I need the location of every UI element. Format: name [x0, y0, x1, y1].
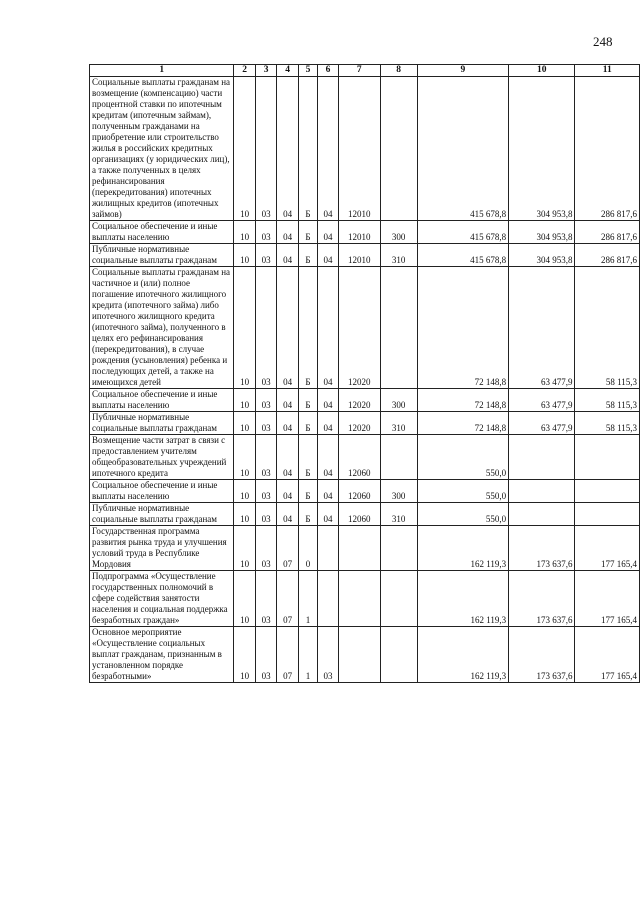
cell-c6: 04: [318, 480, 339, 503]
cell-c11: 286 817,6: [575, 221, 640, 244]
col-header: 2: [234, 65, 255, 77]
cell-c4: 04: [277, 503, 298, 526]
cell-c8: 310: [380, 503, 417, 526]
cell-c9: 415 678,8: [417, 77, 509, 221]
cell-c8: [380, 435, 417, 480]
cell-c5: Б: [298, 412, 317, 435]
cell-c4: 07: [277, 627, 298, 683]
cell-c9: 415 678,8: [417, 244, 509, 267]
cell-c5: 1: [298, 571, 317, 627]
cell-c2: 10: [234, 221, 255, 244]
cell-c3: 03: [255, 526, 276, 571]
cell-c10: [509, 503, 575, 526]
cell-c10: [509, 480, 575, 503]
cell-c9: 162 119,3: [417, 627, 509, 683]
table-row: [90, 503, 640, 526]
cell-c4: 04: [277, 221, 298, 244]
cell-c6: 04: [318, 267, 339, 389]
cell-c7: 12060: [338, 503, 380, 526]
cell-c6: 04: [318, 435, 339, 480]
cell-c11: [575, 503, 640, 526]
cell-c7: 12020: [338, 389, 380, 412]
cell-c11: [575, 435, 640, 480]
cell-c11: 58 115,3: [575, 412, 640, 435]
cell-c8: [380, 526, 417, 571]
cell-c6: 03: [318, 627, 339, 683]
budget-table: [89, 64, 640, 683]
row-name: Основное мероприятие «Осуществление социальных выплат гражданам, признанным в установленном порядке безработными»: [90, 627, 234, 683]
cell-c10: 173 637,6: [509, 627, 575, 683]
cell-c7: 12020: [338, 267, 380, 389]
cell-c7: [338, 627, 380, 683]
cell-c10: 304 953,8: [509, 244, 575, 267]
row-name: Публичные нормативные социальные выплаты гражданам: [90, 412, 234, 435]
col-header: 4: [277, 65, 298, 77]
cell-c9: 550,0: [417, 435, 509, 480]
cell-c6: 04: [318, 244, 339, 267]
cell-c3: 03: [255, 77, 276, 221]
cell-c2: 10: [234, 571, 255, 627]
cell-c4: 07: [277, 571, 298, 627]
cell-c9: 72 148,8: [417, 412, 509, 435]
table-row: [90, 627, 640, 683]
col-header: 6: [318, 65, 339, 77]
row-name: Государственная программа развития рынка труда и улучшения условий труда в Республике Мордовия: [90, 526, 234, 571]
cell-c8: 300: [380, 389, 417, 412]
col-header: 1: [90, 65, 234, 77]
cell-c2: 10: [234, 77, 255, 221]
row-name: Социальное обеспечение и иные выплаты населению: [90, 221, 234, 244]
cell-c2: 10: [234, 503, 255, 526]
cell-c11: 177 165,4: [575, 526, 640, 571]
cell-c11: 286 817,6: [575, 244, 640, 267]
cell-c8: 310: [380, 244, 417, 267]
row-name: Социальные выплаты гражданам на возмещение (компенсацию) части процентной ставки по ипотечным кредитам (ипотечным займам), полученным гражданами на приобретение или строительство жилья в российских кредитных организациях (у юридических лиц), а также полученных в целях рефинансирования (перекредитования) ипотечных жилищных кредитов (ипотечных займов): [90, 77, 234, 221]
cell-c5: Б: [298, 389, 317, 412]
cell-c3: 03: [255, 627, 276, 683]
table-row: [90, 77, 640, 221]
cell-c2: 10: [234, 435, 255, 480]
cell-c3: 03: [255, 267, 276, 389]
cell-c8: 300: [380, 480, 417, 503]
cell-c3: 03: [255, 412, 276, 435]
cell-c7: 12010: [338, 221, 380, 244]
cell-c5: Б: [298, 221, 317, 244]
cell-c6: [318, 526, 339, 571]
cell-c9: 550,0: [417, 503, 509, 526]
cell-c10: 63 477,9: [509, 267, 575, 389]
table-row: [90, 267, 640, 389]
cell-c2: 10: [234, 526, 255, 571]
cell-c3: 03: [255, 571, 276, 627]
cell-c2: 10: [234, 412, 255, 435]
table-row: [90, 412, 640, 435]
cell-c6: 04: [318, 503, 339, 526]
cell-c11: 286 817,6: [575, 77, 640, 221]
table-row: [90, 480, 640, 503]
cell-c8: 310: [380, 412, 417, 435]
cell-c7: 12010: [338, 244, 380, 267]
cell-c4: 04: [277, 244, 298, 267]
table-row: [90, 526, 640, 571]
cell-c11: 58 115,3: [575, 267, 640, 389]
cell-c4: 07: [277, 526, 298, 571]
cell-c4: 04: [277, 389, 298, 412]
cell-c2: 10: [234, 389, 255, 412]
cell-c4: 04: [277, 412, 298, 435]
row-name: Публичные нормативные социальные выплаты гражданам: [90, 244, 234, 267]
cell-c10: 63 477,9: [509, 412, 575, 435]
cell-c5: Б: [298, 77, 317, 221]
cell-c9: 162 119,3: [417, 571, 509, 627]
table-row: [90, 221, 640, 244]
cell-c3: 03: [255, 480, 276, 503]
cell-c10: 63 477,9: [509, 389, 575, 412]
cell-c8: [380, 571, 417, 627]
cell-c6: 04: [318, 389, 339, 412]
cell-c8: 300: [380, 221, 417, 244]
cell-c7: 12010: [338, 77, 380, 221]
cell-c8: [380, 77, 417, 221]
cell-c5: Б: [298, 244, 317, 267]
cell-c3: 03: [255, 389, 276, 412]
col-header: 5: [298, 65, 317, 77]
cell-c2: 10: [234, 627, 255, 683]
col-header: 9: [417, 65, 509, 77]
cell-c5: 1: [298, 627, 317, 683]
cell-c10: [509, 435, 575, 480]
cell-c5: Б: [298, 503, 317, 526]
cell-c7: 12060: [338, 435, 380, 480]
table-row: [90, 244, 640, 267]
row-name: Социальное обеспечение и иные выплаты населению: [90, 480, 234, 503]
cell-c10: 304 953,8: [509, 221, 575, 244]
row-name: Подпрограмма «Осуществление государственных полномочий в сфере содействия занятости населения и социальная поддержка безработных граждан»: [90, 571, 234, 627]
cell-c5: Б: [298, 267, 317, 389]
cell-c7: 12060: [338, 480, 380, 503]
col-header: 7: [338, 65, 380, 77]
cell-c9: 162 119,3: [417, 526, 509, 571]
cell-c4: 04: [277, 435, 298, 480]
page-number: 248: [593, 34, 613, 49]
row-name: Социальные выплаты гражданам на частичное и (или) полное погашение ипотечного жилищного кредита (ипотечного займа) либо ипотечного жилищного кредита (ипотечного займа), полученного в целях его рефинансирования (перекредитования), в случае рождения (усыновления) ребенка и последующих детей, а также на имеющихся детей: [90, 267, 234, 389]
cell-c4: 04: [277, 267, 298, 389]
cell-c9: 72 148,8: [417, 267, 509, 389]
col-header: 8: [380, 65, 417, 77]
cell-c11: 58 115,3: [575, 389, 640, 412]
cell-c3: 03: [255, 435, 276, 480]
cell-c9: 72 148,8: [417, 389, 509, 412]
cell-c3: 03: [255, 503, 276, 526]
table-row: [90, 389, 640, 412]
row-name: Возмещение части затрат в связи с предоставлением учителям общеобразовательных учреждений ипотечного кредита: [90, 435, 234, 480]
cell-c2: 10: [234, 480, 255, 503]
row-name: Социальное обеспечение и иные выплаты населению: [90, 389, 234, 412]
cell-c10: 173 637,6: [509, 526, 575, 571]
cell-c11: [575, 480, 640, 503]
table-row: [90, 435, 640, 480]
col-header: 3: [255, 65, 276, 77]
cell-c7: [338, 571, 380, 627]
cell-c6: 04: [318, 412, 339, 435]
cell-c11: 177 165,4: [575, 571, 640, 627]
cell-c10: 304 953,8: [509, 77, 575, 221]
row-name: Публичные нормативные социальные выплаты гражданам: [90, 503, 234, 526]
cell-c6: 04: [318, 77, 339, 221]
table-row: [90, 571, 640, 627]
cell-c6: [318, 571, 339, 627]
cell-c5: Б: [298, 480, 317, 503]
cell-c7: 12020: [338, 412, 380, 435]
cell-c9: 550,0: [417, 480, 509, 503]
cell-c10: 173 637,6: [509, 571, 575, 627]
cell-c7: [338, 526, 380, 571]
header-row: [90, 65, 640, 77]
cell-c4: 04: [277, 480, 298, 503]
cell-c5: Б: [298, 435, 317, 480]
cell-c6: 04: [318, 221, 339, 244]
cell-c11: 177 165,4: [575, 627, 640, 683]
cell-c8: [380, 267, 417, 389]
cell-c9: 415 678,8: [417, 221, 509, 244]
col-header: 11: [575, 65, 640, 77]
cell-c3: 03: [255, 244, 276, 267]
col-header: 10: [509, 65, 575, 77]
cell-c8: [380, 627, 417, 683]
cell-c2: 10: [234, 267, 255, 389]
cell-c4: 04: [277, 77, 298, 221]
cell-c5: 0: [298, 526, 317, 571]
cell-c2: 10: [234, 244, 255, 267]
cell-c3: 03: [255, 221, 276, 244]
